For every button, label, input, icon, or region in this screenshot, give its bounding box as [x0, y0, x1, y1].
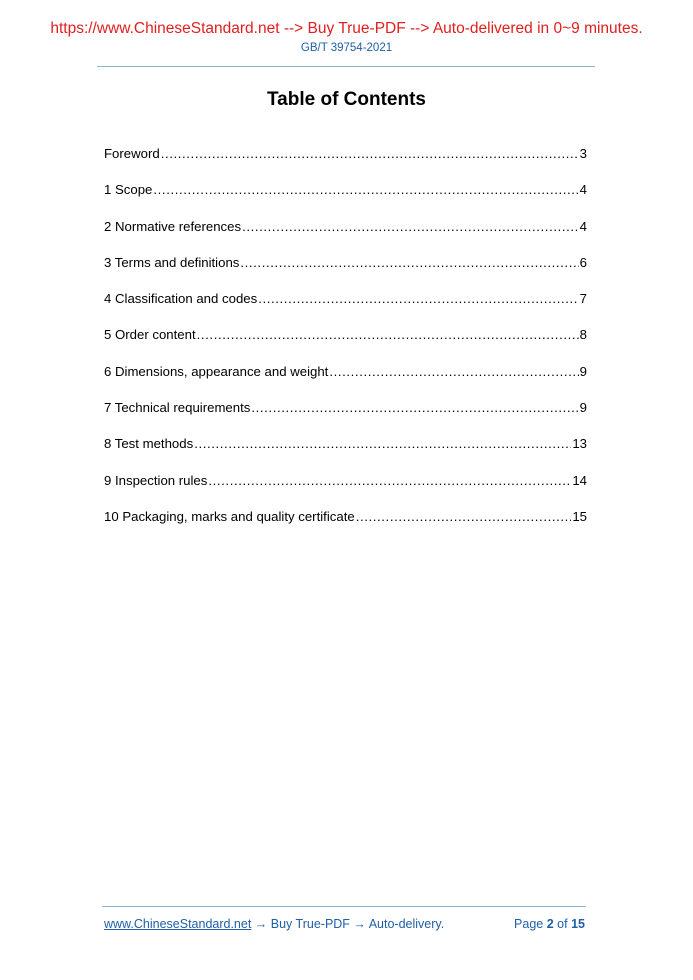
footer-promo — [104, 916, 444, 932]
toc-dot-leader — [153, 181, 578, 199]
toc-dot-leader — [208, 472, 571, 490]
toc-entry-label: 10 Packaging, marks and quality certificate — [104, 508, 355, 524]
toc-entry-label: 1 Scope — [104, 182, 153, 198]
toc-entry-label: 6 Dimensions, appearance and weight — [104, 363, 329, 379]
toc-entry-foreword[interactable] — [104, 145, 587, 181]
toc-dot-leader — [356, 508, 572, 526]
footer-site-link[interactable]: www.ChineseStandard.net — [104, 917, 252, 931]
toc-dot-leader — [329, 363, 578, 381]
toc-dot-leader — [251, 399, 578, 417]
toc-entry-order-content[interactable] — [104, 326, 587, 362]
toc-page-number: 4 — [579, 182, 587, 198]
toc-entry-technical-requirements[interactable] — [104, 399, 587, 435]
toc-page-number: 9 — [579, 363, 587, 379]
toc-page-number: 6 — [579, 254, 587, 270]
toc-page-number: 15 — [572, 508, 587, 524]
toc-entry-label: 8 Test methods — [104, 436, 194, 452]
toc-dot-leader — [258, 290, 578, 308]
of-word: of — [557, 917, 568, 931]
toc-entry-label: 7 Technical requirements — [104, 400, 251, 416]
toc-entry-terms-and-definitions[interactable] — [104, 254, 587, 290]
toc-entry-scope[interactable] — [104, 181, 587, 217]
toc-dot-leader — [242, 218, 579, 236]
toc-entry-dimensions-appearance-weight[interactable] — [104, 363, 587, 399]
toc-dot-leader — [240, 254, 578, 272]
toc-page-number: 8 — [579, 327, 587, 343]
total-page-count: 15 — [571, 917, 585, 931]
toc-dot-leader — [197, 326, 579, 344]
toc-entry-label: 3 Terms and definitions — [104, 254, 240, 270]
header-divider — [97, 66, 595, 67]
toc-page-number: 13 — [572, 436, 587, 452]
toc-page-number: 3 — [579, 146, 587, 161]
toc-dot-leader — [194, 435, 571, 453]
toc-page-number: 14 — [572, 472, 587, 488]
toc-page-number: 9 — [579, 400, 587, 416]
page-title: Table of Contents — [266, 89, 427, 110]
promo-link[interactable]: https://www.ChineseStandard.net --> Buy True-PDF --> Auto-delivered in 0~9 minutes. — [50, 20, 643, 37]
table-of-contents — [104, 145, 587, 544]
toc-entry-label: 9 Inspection rules — [104, 472, 208, 488]
page-indicator — [514, 916, 585, 932]
toc-entry-label: 4 Classification and codes — [104, 291, 258, 307]
toc-entry-label: 5 Order content — [104, 327, 196, 343]
page-word: Page — [514, 917, 544, 931]
toc-entry-packaging-marks-certificate[interactable] — [104, 508, 587, 544]
current-page-number: 2 — [546, 917, 554, 931]
document-code: GB/T 39754-2021 — [300, 42, 393, 54]
toc-page-number: 7 — [579, 291, 587, 307]
toc-entry-label: Foreword — [104, 146, 160, 161]
footer-divider — [102, 906, 586, 907]
toc-entry-label: 2 Normative references — [104, 218, 242, 234]
toc-page-number: 4 — [579, 218, 587, 234]
toc-entry-normative-references[interactable] — [104, 218, 587, 254]
toc-entry-inspection-rules[interactable] — [104, 472, 587, 508]
toc-dot-leader — [161, 145, 579, 163]
footer-tagline: → Buy True-PDF → Auto-delivery. — [251, 917, 445, 931]
toc-entry-test-methods[interactable] — [104, 435, 587, 471]
toc-entry-classification-and-codes[interactable] — [104, 290, 587, 326]
